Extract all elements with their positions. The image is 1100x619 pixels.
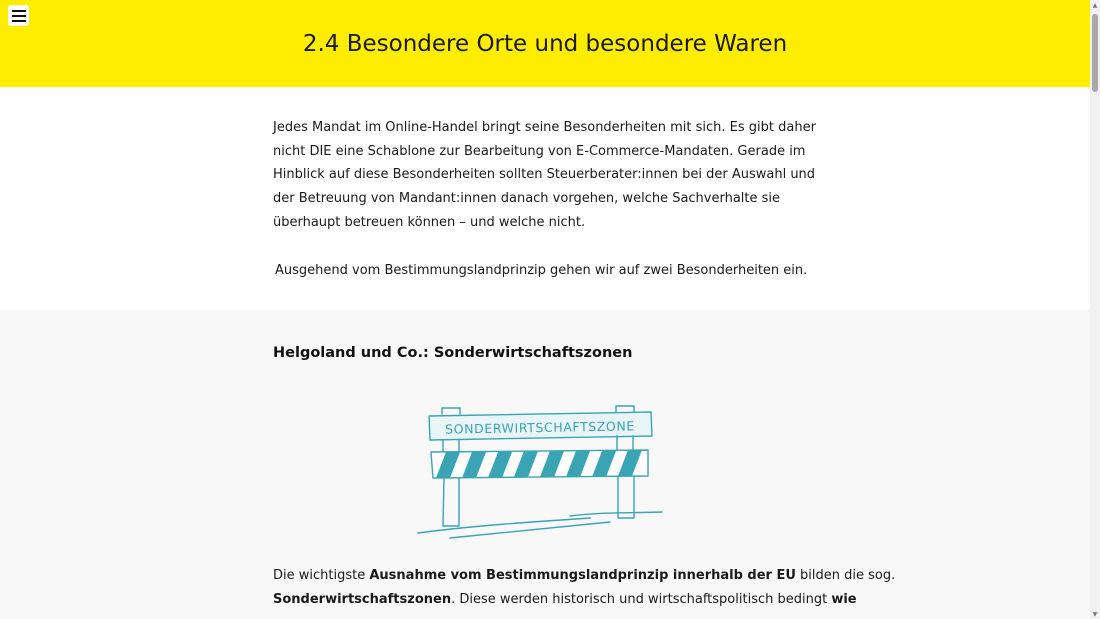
barrier-post-bottom-left bbox=[443, 478, 459, 526]
intro-section bbox=[0, 87, 1090, 310]
barrier-post-mid-left bbox=[443, 440, 459, 452]
barrier-post-bottom-right bbox=[618, 476, 634, 518]
barrier-post-top-left bbox=[442, 408, 460, 414]
road-barrier-illustration bbox=[410, 398, 670, 548]
menu-bar bbox=[12, 15, 26, 17]
scrollbar-thumb[interactable] bbox=[1092, 14, 1098, 92]
ground-stroke bbox=[570, 512, 662, 516]
body-text-bold: wie bbox=[831, 591, 857, 607]
barrier-post-mid-right bbox=[617, 436, 633, 450]
scroll-down-arrow-icon[interactable]: ▼ bbox=[1092, 610, 1098, 618]
hamburger-menu-icon[interactable] bbox=[8, 5, 29, 26]
body-text-segment: . Diese werden historisch und wirtschaftspolitisch bedingt bbox=[451, 591, 832, 607]
scroll-up-arrow-icon[interactable]: ▲ bbox=[1092, 1, 1098, 9]
vertical-scrollbar[interactable] bbox=[1090, 0, 1100, 619]
body-text-segment: Die wichtigste bbox=[273, 568, 370, 583]
barrier-beam bbox=[431, 450, 648, 478]
body-text-segment: bilden die sog. bbox=[795, 568, 896, 583]
intro-paragraph: Jedes Mandat im Online-Handel bringt seine Besonderheiten mit sich. Es gibt daher nicht DIE eine Schablone zur Bearbeitung von E-Commerce-Mandaten. Gerade im Hinblick auf diese Besonderheiten sollten Steuerberater:innen bei der Auswahl und der Betreuung von Mandant:innen danach vorgehen, welche Sachverhalte sie überhaupt betreuen können – und welche nicht. bbox=[273, 120, 816, 230]
special-economic-zones-section bbox=[0, 310, 1090, 619]
ground-stroke bbox=[450, 522, 610, 538]
menu-bar bbox=[12, 20, 26, 22]
body-text-bold: Ausnahme vom Bestimmungslandprinzip innerhalb der EU bbox=[369, 568, 796, 583]
barrier-sign-text: SONDERWIRTSCHAFTSZONE bbox=[445, 418, 635, 437]
menu-bar bbox=[12, 10, 26, 12]
section-body bbox=[273, 564, 896, 611]
body-text-bold: Sonderwirtschaftszonen bbox=[273, 591, 452, 607]
page-title: 2.4 Besondere Orte und besondere Waren bbox=[302, 31, 788, 57]
page-header bbox=[0, 0, 1090, 87]
intro-paragraph-2: Ausgehend vom Bestimmungslandprinzip gehen wir auf zwei Besonderheiten ein. bbox=[275, 263, 808, 278]
section-heading: Helgoland und Co.: Sonderwirtschaftszonen bbox=[273, 345, 633, 361]
